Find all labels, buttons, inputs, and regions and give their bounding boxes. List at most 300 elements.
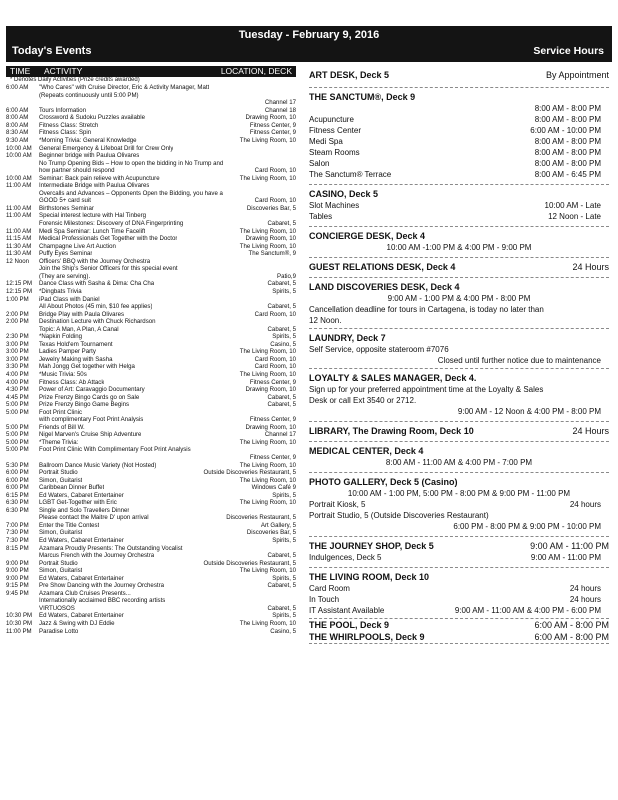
event-location: Fitness Center, 9 [249,378,296,386]
service-note: Self Service, opposite stateroom #7076 [309,345,449,354]
event-time: 3:00 PM [6,348,29,356]
service-item-hours: 8:00 AM - 6:45 PM [534,170,601,179]
event-activity: Officers' BBQ with the Journey Orchestra [39,257,151,265]
event-line [39,303,296,311]
service-item-name: Tables [309,212,333,221]
event-line [39,288,296,296]
event-time: 11:30 AM [6,250,32,258]
event-body [39,145,296,153]
service-hours-line: 9:00 AM - 1:00 PM & 4:00 PM - 8:00 PM [387,294,531,303]
event-activity: Jewelry Making with Sasha [39,355,113,363]
event-row [6,152,296,175]
event-location: The Living Room, 10 [239,620,296,628]
event-line [39,235,296,243]
service-item [309,200,609,211]
event-time: 12:15 PM [6,280,33,288]
service-item [309,125,609,136]
service-heading [309,188,609,200]
service-heading [309,445,609,457]
event-line [39,152,296,160]
event-location: Cabaret, 5 [267,401,296,409]
event-line [39,137,296,145]
event-row [6,107,296,115]
event-location [290,258,296,266]
event-activity: Medi Spa Seminar: Lunch Time Facelift [39,227,146,235]
event-body [39,612,296,620]
event-time: 9:00 PM [6,559,29,567]
event-row [6,446,296,461]
service-hours: 6:00 AM - 8:00 PM [534,632,609,642]
event-line [39,439,296,447]
event-activity: Intermediate Bridge with Paulua Olivares [39,182,150,190]
event-location [290,190,296,198]
service-section [309,442,609,473]
event-row [6,612,296,620]
event-line [39,431,296,439]
event-location: The Living Room, 10 [239,370,296,378]
event-row [6,545,296,560]
event-activity: Ed Waters, Cabaret Entertainer [39,537,124,544]
event-location: Card Room, 10 [254,167,296,175]
event-time: 10:30 PM [6,612,33,620]
events-column [6,66,296,635]
event-body [39,107,296,115]
event-row [6,379,296,387]
time-column-label: TIME [10,66,31,76]
service-item-hours: 10:00 AM - Late [544,201,601,210]
service-item [309,499,609,510]
service-heading [309,619,609,631]
event-activity: Puffy Eyes Seminar [39,250,93,258]
service-item [309,103,609,114]
event-location: Spirits, 5 [272,287,296,295]
event-body [39,311,296,319]
event-activity: Ed Waters, Cabaret Entertainer [39,574,124,582]
service-note: 12 Noon. [309,316,342,325]
event-activity: Overcalls and Advances – Opponents Open the Bidding, you have a [39,189,223,197]
event-location: Cabaret, 5 [267,393,296,401]
event-line [39,190,296,198]
event-body [39,545,296,560]
event-activity: Ed Waters, Cabaret Entertainer [39,491,124,499]
event-line [39,371,296,379]
event-activity: Ladies Pamper Party [39,348,96,356]
event-location: Drawing Room, 10 [245,386,296,394]
service-title: THE LIVING ROOM, Deck 10 [309,572,430,582]
service-item-hours: 9:00 AM - 11:00 AM & 4:00 PM - 6:00 PM [454,606,601,615]
event-activity: Destination Lecture with Chuck Richardson [39,318,156,326]
event-location: Channel 17 [264,99,296,107]
event-location [290,409,296,417]
event-time: 6:30 PM [6,499,29,507]
event-line [39,363,296,371]
service-title: PHOTO GALLERY, Deck 5 (Casino) [309,477,458,487]
event-location: Cabaret, 5 [267,220,296,228]
event-line [39,250,296,258]
event-location [290,507,296,515]
event-location [290,160,296,168]
event-location: Cabaret, 5 [267,552,296,560]
service-hours-line: 8:00 AM - 11:00 AM & 4:00 PM - 7:00 PM [385,458,533,467]
event-time: 5:00 PM [6,446,29,454]
event-row [6,296,296,311]
event-row [6,431,296,439]
event-activity: Bridge Play with Paula Olivares [39,310,125,318]
event-row [6,356,296,364]
event-time: 12:15 PM [6,287,33,295]
event-location [290,145,296,153]
event-activity: "Who Cares" with Cruise Director, Eric & Activity Manager, Matt [39,84,210,92]
event-line [39,175,296,183]
event-body [39,363,296,371]
service-hours: By Appointment [545,70,609,80]
event-activity: Topic: A Man, A Plan, A Canal [39,325,119,333]
event-location: Cabaret, 5 [267,280,296,288]
event-time: 8:15 PM [6,544,29,552]
service-item-name: Steam Rooms [309,148,360,157]
event-line [39,409,296,417]
service-title: LIBRARY, The Drawing Room, Deck 10 [309,426,474,436]
service-item-name: The Sanctum® Terrace [309,170,392,179]
event-activity: Foot Print Clinic With Complimentary Foot Print Analysis [39,446,191,454]
event-body [39,499,296,507]
event-activity: Join the Ship's Senior Officers for this special event [39,265,178,273]
event-line [39,514,296,522]
event-activity: Champagne Live Art Auction [39,242,116,250]
event-location [290,92,296,100]
event-activity: Paradise Lotto [39,627,79,635]
event-activity: Beginner bridge with Paulua Olivares [39,152,140,160]
event-line [39,469,296,477]
event-location: Fitness Center, 9 [249,121,296,129]
event-location [290,318,296,326]
event-row [6,333,296,341]
event-line [39,529,296,537]
event-location: The Living Room, 10 [239,461,296,469]
service-heading [309,571,609,583]
event-activity: Azamara Proudly Presents: The Outstanding Vocalist [39,544,183,552]
event-row [6,288,296,296]
event-line [39,492,296,500]
event-location: Fitness Center, 9 [249,453,296,461]
service-title: LAUNDRY, Deck 7 [309,333,386,343]
event-activity: Caribbean Dinner Buffet [39,484,105,492]
event-row [6,424,296,432]
service-section [309,227,609,258]
event-row [6,84,296,107]
event-line [39,145,296,153]
event-line [39,280,296,288]
event-row [6,628,296,636]
event-line [39,552,296,560]
event-activity: Enter the Title Contest [39,521,100,529]
event-activity: Power of Art: Caravaggio Documentary [39,386,145,394]
event-body [39,205,296,213]
event-activity: Fitness Class: Stretch [39,121,99,129]
event-line [39,326,296,334]
service-section [309,619,609,631]
event-activity: Prize Frenzy Bingo Cards go on Sale [39,393,140,401]
event-row [6,529,296,537]
event-line [39,605,296,613]
event-line [39,507,296,515]
event-time: 7:00 PM [6,521,29,529]
event-location [290,446,296,454]
event-time: 6:00 PM [6,476,29,484]
event-line [39,220,296,228]
event-row [6,386,296,394]
service-heading [309,425,609,437]
event-time: 6:15 PM [6,491,29,499]
event-location [290,597,296,605]
event-time: 9:45 PM [6,589,29,597]
service-item [309,594,609,605]
service-item-name: Medi Spa [309,137,343,146]
event-row [6,439,296,447]
event-time: 11:15 AM [6,235,32,243]
service-item [309,211,609,222]
event-time: 2:00 PM [6,318,29,326]
event-line [39,560,296,568]
event-body [39,84,296,107]
service-item [309,158,609,169]
event-time: 9:30 AM [6,137,29,145]
event-activity: Foot Print Clinic [39,408,83,416]
event-time: 4:30 PM [6,386,29,394]
event-row [6,348,296,356]
event-location: Outside Discoveries Restaurant, 5 [203,469,296,477]
event-body [39,431,296,439]
event-activity: how partner should respond [39,167,115,175]
service-item-hours: 24 hours [569,584,601,593]
service-heading [309,230,609,242]
event-location: Spirits, 5 [272,537,296,544]
event-time: 5:00 PM [6,431,29,439]
event-activity: Prize Frenzy Bingo Game Begins [39,401,130,409]
event-line [39,258,296,266]
service-title: THE SANCTUM®, Deck 9 [309,92,416,102]
event-time: 12 Noon [6,257,30,265]
event-activity: *Napkin Folding [39,333,83,341]
event-location [290,152,296,160]
service-item-hours: 12 Noon - Late [548,212,601,221]
event-time: 10:00 AM [6,144,32,152]
event-line [39,446,296,454]
service-item-hours: 8:00 AM - 8:00 PM [534,148,601,157]
event-line [39,424,296,432]
event-time: 6:00 PM [6,484,29,492]
event-activity: Nigel Marven's Cruise Ship Adventure [39,431,142,439]
event-time: 2:30 PM [6,333,29,341]
event-location: Card Room, 10 [254,363,296,371]
event-activity: Dance Class with Sasha & Dima: Cha Cha [39,280,155,288]
event-body [39,424,296,432]
header-bar [6,26,612,62]
service-section [309,258,609,278]
event-line [39,394,296,402]
event-body [39,484,296,492]
event-line [39,265,296,273]
event-body [39,152,296,175]
event-location: Channel 18 [264,106,296,114]
service-hours-line: Closed until further notice due to maintenance [437,356,601,365]
event-time: 9:00 PM [6,574,29,582]
event-activity: Pre Show Dancing with the Journey Orchestra [39,582,164,590]
service-item-name: Slot Machines [309,201,360,210]
event-line [39,386,296,394]
event-activity: Portrait Studio [39,469,78,477]
event-activity: Portrait Studio [39,559,78,567]
service-hours: 6:00 AM - 8:00 PM [534,620,609,630]
event-time: 11:30 AM [6,242,32,250]
event-line [39,243,296,251]
event-row [6,243,296,251]
event-time: 11:00 AM [6,204,32,212]
event-body [39,129,296,137]
event-activity: *Theme Trivia: [39,438,79,446]
event-line [39,296,296,304]
event-line [39,84,296,92]
service-title: THE JOURNEY SHOP, Deck 5 [309,541,434,551]
service-hours-line: 9:00 AM - 12 Noon & 4:00 PM - 8:00 PM [457,407,601,416]
event-row [6,590,296,613]
events-column-header [6,66,296,77]
event-time: 8:00 AM [6,121,29,129]
service-section [309,369,609,422]
event-row [6,522,296,530]
events-list [6,84,296,635]
event-row [6,537,296,545]
event-time: 9:15 PM [6,582,29,590]
event-time: 8:00 AM [6,114,29,122]
event-row [6,492,296,500]
service-title: THE WHIRLPOOLS, Deck 9 [309,632,425,642]
event-activity: *Morning Trivia: General Knowledge [39,137,137,145]
event-line [39,620,296,628]
service-note: Cancellation deadline for tours in Cartagena, is today no later than [309,305,544,314]
event-row [6,129,296,137]
event-time: 4:45 PM [6,393,29,401]
event-location: The Living Room, 10 [239,137,296,145]
event-location: Spirits, 5 [272,612,296,620]
event-line [39,462,296,470]
event-activity: Single and Solo Travellers Dinner [39,506,130,514]
event-body [39,280,296,288]
event-line [39,499,296,507]
event-row [6,394,296,402]
event-body [39,567,296,575]
service-item-hours: 8:00 AM - 8:00 PM [534,159,601,168]
event-line [39,537,296,545]
service-title: LAND DISCOVERIES DESK, Deck 4 [309,282,460,292]
event-body [39,212,296,227]
service-hours: 9:00 AM - 11:00 PM [530,541,609,551]
event-line [39,333,296,341]
event-line [39,416,296,424]
service-item-name: Card Room [309,584,350,593]
event-activity: Medical Professionals Get Together with the Doctor [39,235,178,243]
event-activity: Ed Waters, Cabaret Entertainer [39,612,124,620]
event-line [39,99,296,107]
event-line [39,356,296,364]
event-line [39,582,296,590]
event-time: 4:00 PM [6,378,29,386]
service-title: CONCIERGE DESK, Deck 4 [309,231,426,241]
event-activity: Friends of Bill W. [39,423,85,431]
event-time: 10:00 AM [6,152,32,160]
service-item-name: In Touch [309,595,340,604]
service-hours-column [309,66,609,644]
event-body [39,620,296,628]
event-body [39,469,296,477]
service-heading [309,631,609,643]
event-activity: Special interest lecture with Hal Tinberg [39,212,147,220]
event-location: Card Room, 10 [254,197,296,205]
service-item-hours: 8:00 AM - 8:00 PM [534,137,601,146]
service-heading [309,540,609,552]
service-section [309,631,609,644]
event-location [290,545,296,553]
event-body [39,258,296,281]
service-title: LOYALTY & SALES MANAGER, Deck 4. [309,373,477,383]
event-location: The Sanctum®, 9 [248,250,296,258]
event-line [39,182,296,190]
event-activity: Fitness Class: Spin [39,129,92,137]
event-location: Cabaret, 5 [267,582,296,590]
event-activity: Seminar: Back pain relieve with Acupuncture [39,174,160,182]
event-activity: (Repeats continuously until 5:00 PM) [39,91,139,99]
event-line [39,197,296,205]
event-body [39,529,296,537]
event-location: The Living Room, 10 [239,438,296,446]
event-body [39,575,296,583]
event-activity: Forensic Milestones: Discovery of DNA Fingerprinting [39,220,184,228]
event-row [6,250,296,258]
event-body [39,462,296,470]
event-time: 5:00 PM [6,423,29,431]
event-row [6,235,296,243]
service-heading [309,261,609,273]
event-line [39,311,296,319]
event-time: 5:30 PM [6,461,29,469]
event-row [6,137,296,145]
event-row [6,620,296,628]
service-section [309,473,609,537]
event-row [6,114,296,122]
event-body [39,333,296,341]
event-activity: All About Photos (45 min, $10 fee applies) [39,303,153,311]
event-line [39,129,296,137]
event-location [290,212,296,220]
event-activity: with complimentary Foot Print Analysis [39,416,144,424]
event-time: 11:00 AM [6,227,32,235]
event-location: Channel 17 [264,431,296,439]
event-time: 5:00 PM [6,401,29,409]
service-title: THE POOL, Deck 9 [309,620,390,630]
event-time: 11:00 AM [6,212,32,220]
event-line [39,160,296,168]
event-time: 1:00 PM [6,295,29,303]
event-location: Card Room, 10 [254,355,296,363]
event-location [290,84,296,92]
event-activity: Crossword & Sudoku Puzzles available [39,114,146,122]
event-location [290,590,296,598]
event-line [39,477,296,485]
event-location: The Living Room, 10 [239,242,296,250]
service-hours-title: Service Hours [533,45,604,57]
service-heading [309,69,609,81]
event-line [39,273,296,281]
